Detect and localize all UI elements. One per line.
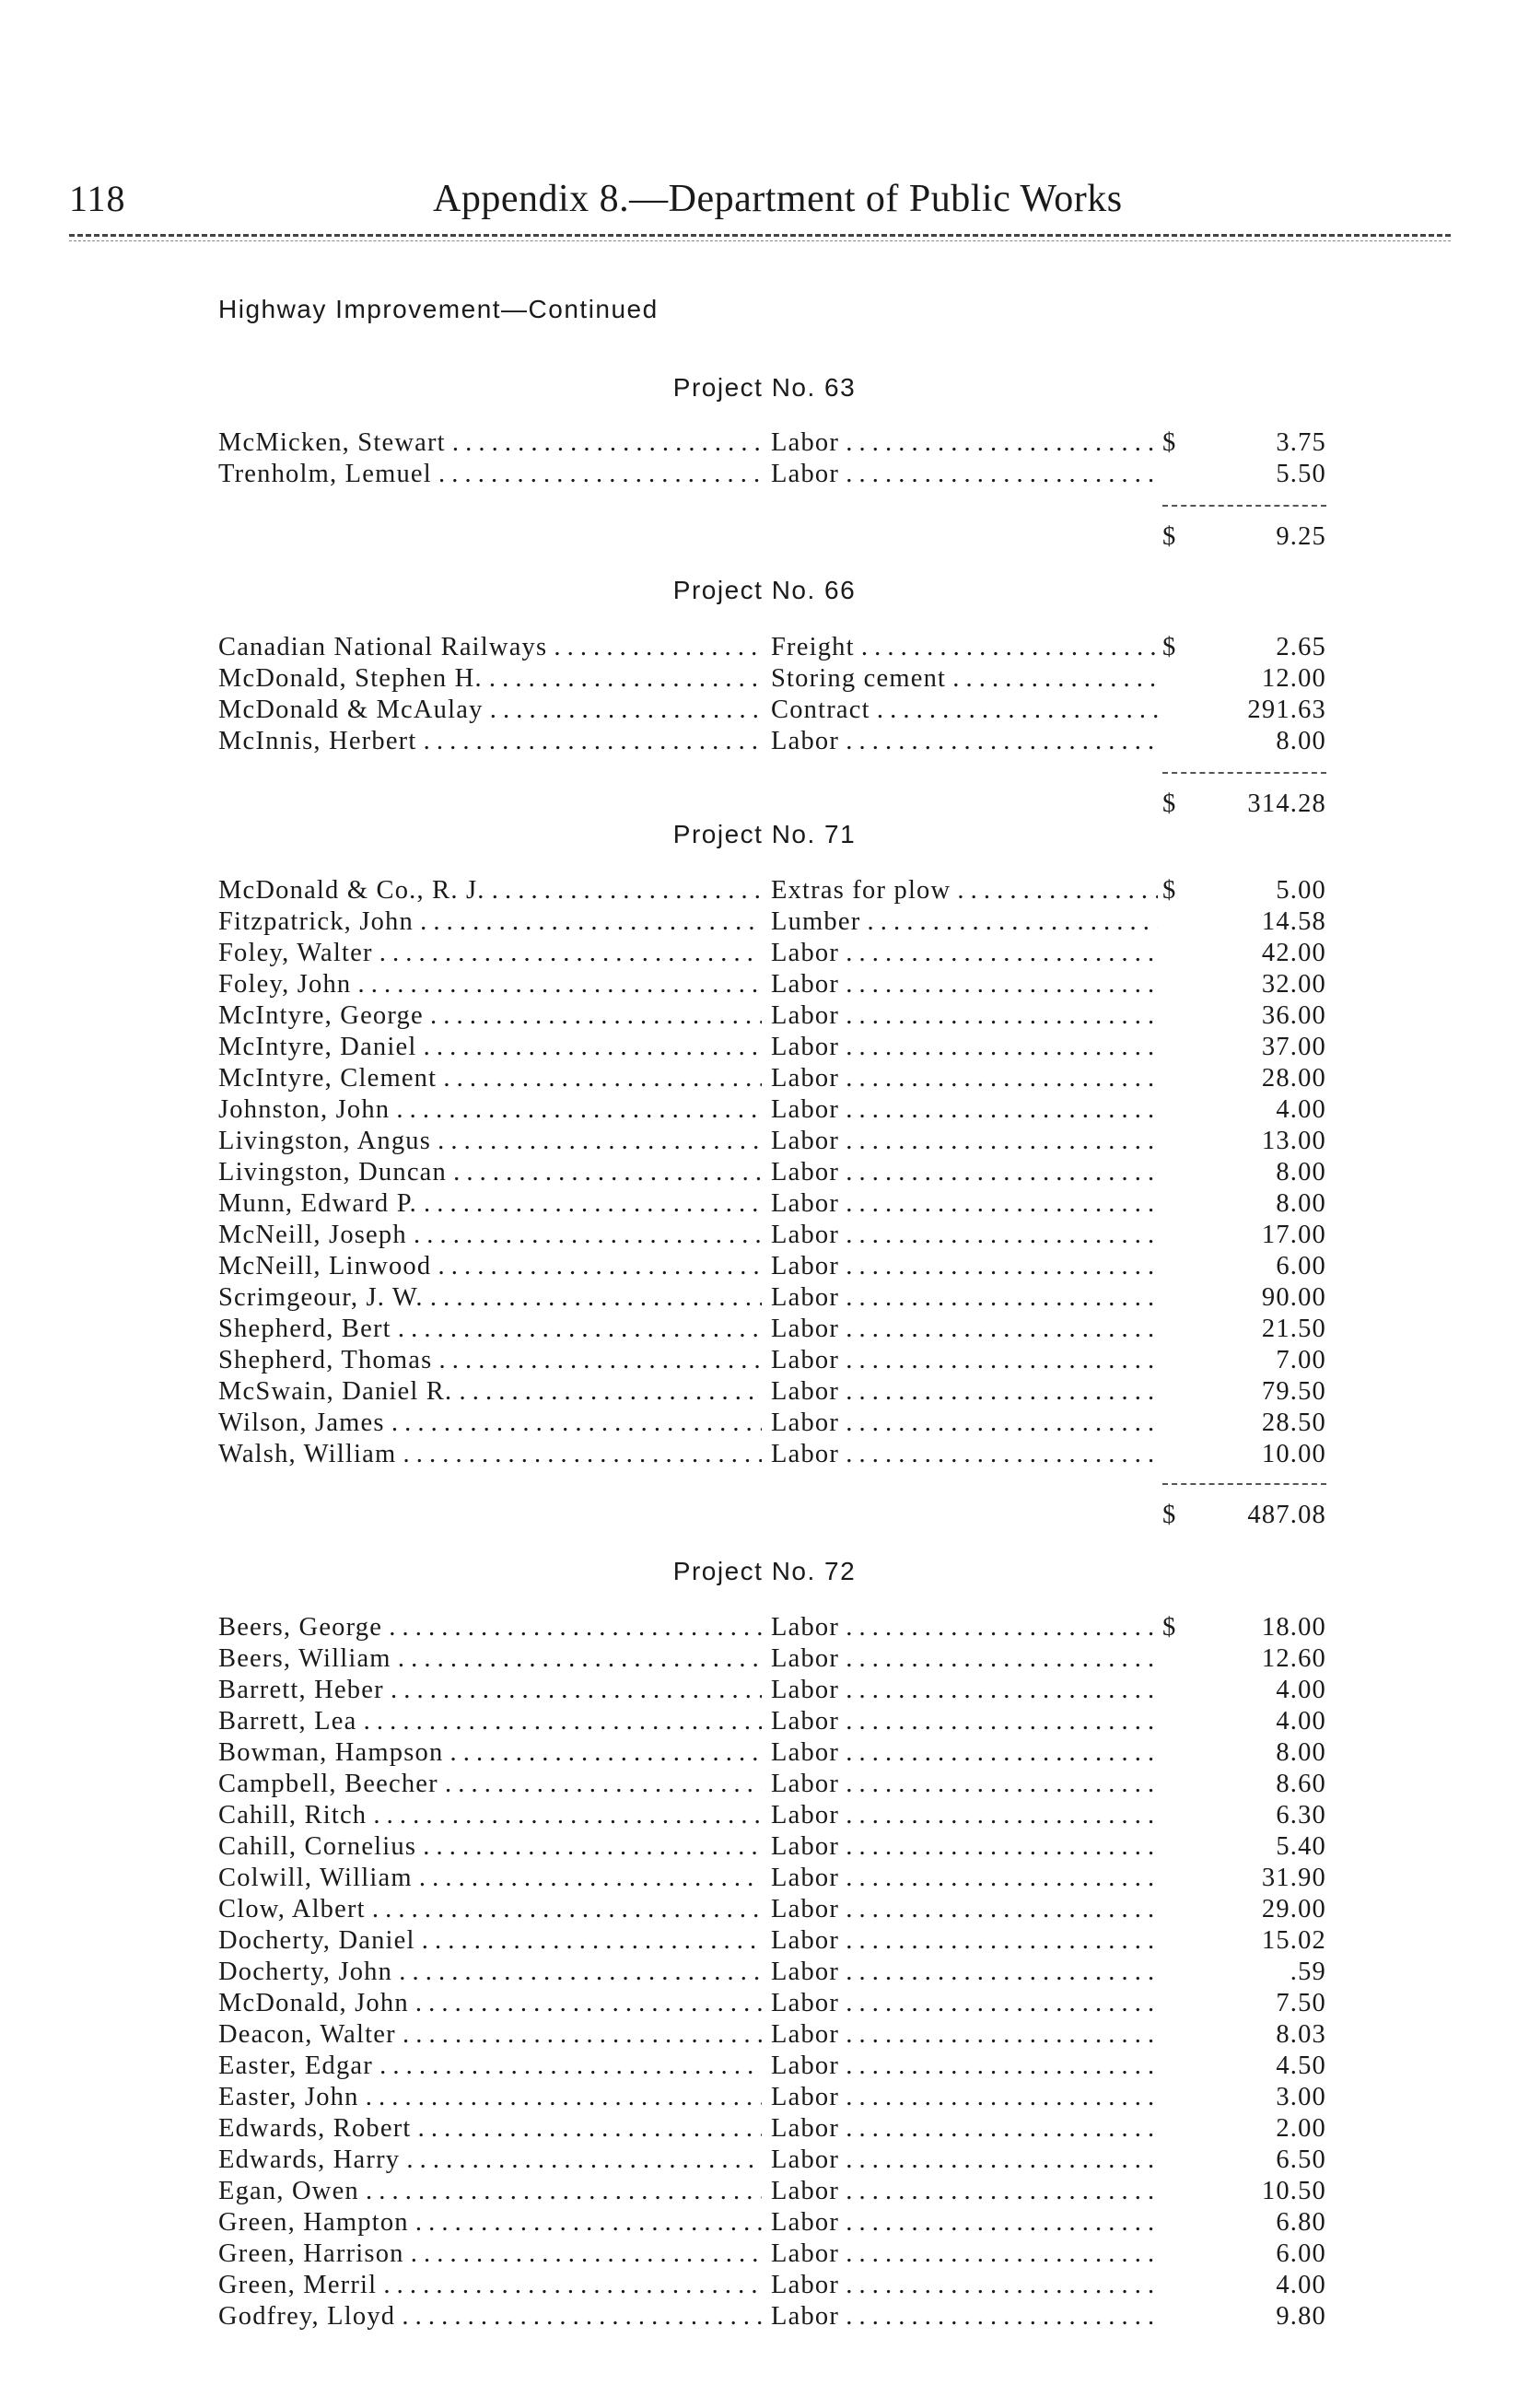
expense-item: Labor . . . bbox=[771, 2176, 1158, 2207]
amount: 8.00 bbox=[1276, 1158, 1326, 1186]
subtotal-rule bbox=[1162, 1483, 1326, 1485]
expense-item: Labor . . . bbox=[771, 2145, 1158, 2176]
payee-name: Clow, Albert . . . bbox=[218, 1894, 762, 1925]
payee-name: McIntyre, Clement . . . bbox=[218, 1063, 762, 1094]
payee-name: McMicken, Stewart . . . bbox=[218, 427, 762, 459]
ledger-row bbox=[0, 2082, 1529, 2113]
ledger-row bbox=[0, 1408, 1529, 1439]
expense-item: Labor . . . bbox=[771, 1643, 1158, 1675]
ledger-row bbox=[0, 663, 1529, 695]
payee-name: Green, Harrison . . . bbox=[218, 2239, 762, 2270]
payee-name: Godfrey, Lloyd . . . bbox=[218, 2301, 762, 2332]
project-title: Project No. 72 bbox=[672, 1557, 857, 1585]
amount: 10.00 bbox=[1261, 1440, 1326, 1468]
ledger-row bbox=[0, 1220, 1529, 1251]
payee-name: Colwill, William . . . bbox=[218, 1863, 762, 1894]
expense-item: Labor . . . bbox=[771, 1612, 1158, 1643]
payee-name: Foley, Walter . . . bbox=[218, 938, 762, 969]
amount: 12.60 bbox=[1261, 1644, 1326, 1673]
payee-name: Docherty, John . . . bbox=[218, 1957, 762, 1988]
project-title: Project No. 66 bbox=[672, 576, 857, 604]
payee-name: Trenholm, Lemuel . . . bbox=[218, 459, 762, 490]
payee-name: Easter, John . . . bbox=[218, 2082, 762, 2113]
expense-item: Labor . . . bbox=[771, 1863, 1158, 1894]
payee-name: McNeill, Joseph . . . bbox=[218, 1220, 762, 1251]
project-total-row bbox=[0, 521, 1529, 553]
expense-item: Labor . . . bbox=[771, 1220, 1158, 1251]
expense-item: Labor . . . bbox=[771, 1439, 1158, 1470]
ledger-row bbox=[0, 1612, 1529, 1643]
amount: 8.00 bbox=[1276, 1189, 1326, 1218]
ledger-row bbox=[0, 2207, 1529, 2239]
ledger-row bbox=[0, 1282, 1529, 1314]
ledger-row bbox=[0, 1032, 1529, 1063]
ledger-row bbox=[0, 2051, 1529, 2082]
amount: 79.50 bbox=[1261, 1377, 1326, 1406]
amount: 5.40 bbox=[1276, 1832, 1326, 1861]
ledger-row bbox=[0, 1126, 1529, 1157]
ledger-row bbox=[0, 1251, 1529, 1282]
payee-name: McInnis, Herbert . . . bbox=[218, 726, 762, 757]
payee-name: McDonald & McAulay . . . bbox=[218, 695, 762, 726]
dollar-sign: $ bbox=[1162, 428, 1177, 457]
payee-name: McIntyre, George . . . bbox=[218, 1000, 762, 1032]
amount: 3.00 bbox=[1276, 2083, 1326, 2111]
ledger-row bbox=[0, 1094, 1529, 1126]
payee-name: Barrett, Lea . . . bbox=[218, 1706, 762, 1737]
expense-item: Storing cement . . . bbox=[771, 663, 1158, 695]
ledger-row bbox=[0, 906, 1529, 938]
payee-name: Munn, Edward P. . . . bbox=[218, 1188, 762, 1220]
payee-name: Edwards, Harry . . . bbox=[218, 2145, 762, 2176]
expense-item: Lumber . . . bbox=[771, 906, 1158, 938]
expense-item: Labor . . . bbox=[771, 2051, 1158, 2082]
amount: 2.00 bbox=[1276, 2114, 1326, 2143]
amount: 7.50 bbox=[1276, 1989, 1326, 2017]
amount: 4.00 bbox=[1276, 1095, 1326, 1124]
ledger-row bbox=[0, 938, 1529, 969]
expense-item: Labor . . . bbox=[771, 1188, 1158, 1220]
payee-name: McNeill, Linwood . . . bbox=[218, 1251, 762, 1282]
ledger-row bbox=[0, 1000, 1529, 1032]
payee-name: Egan, Owen . . . bbox=[218, 2176, 762, 2207]
ledger-row bbox=[0, 1988, 1529, 2019]
payee-name: Livingston, Angus . . . bbox=[218, 1126, 762, 1157]
amount: 31.90 bbox=[1261, 1864, 1326, 1892]
ledger-row bbox=[0, 695, 1529, 726]
ledger-row bbox=[0, 726, 1529, 757]
expense-item: Labor . . . bbox=[771, 1957, 1158, 1988]
ledger-row bbox=[0, 1063, 1529, 1094]
dollar-sign: $ bbox=[1162, 633, 1177, 661]
expense-item: Labor . . . bbox=[771, 2082, 1158, 2113]
amount: 28.00 bbox=[1261, 1064, 1326, 1093]
expense-item: Labor . . . bbox=[771, 726, 1158, 757]
amount: 17.00 bbox=[1261, 1221, 1326, 1249]
amount: 13.00 bbox=[1261, 1127, 1326, 1155]
payee-name: Easter, Edgar . . . bbox=[218, 2051, 762, 2082]
amount: 291.63 bbox=[1247, 696, 1326, 724]
expense-item: Labor . . . bbox=[771, 1126, 1158, 1157]
payee-name: Docherty, Daniel . . . bbox=[218, 1925, 762, 1957]
expense-item: Labor . . . bbox=[771, 459, 1158, 490]
page-title: Appendix 8.—Department of Public Works bbox=[433, 178, 1123, 220]
project-total: 314.28 bbox=[1247, 789, 1326, 818]
expense-item: Labor . . . bbox=[771, 938, 1158, 969]
payee-name: Livingston, Duncan . . . bbox=[218, 1157, 762, 1188]
expense-item: Labor . . . bbox=[771, 2270, 1158, 2301]
payee-name: Wilson, James . . . bbox=[218, 1408, 762, 1439]
expense-item: Labor . . . bbox=[771, 1737, 1158, 1769]
payee-name: Barrett, Heber . . . bbox=[218, 1675, 762, 1706]
payee-name: Scrimgeour, J. W. . . . bbox=[218, 1282, 762, 1314]
ledger-row bbox=[0, 1376, 1529, 1408]
amount: 90.00 bbox=[1261, 1283, 1326, 1312]
ledger-row bbox=[0, 875, 1529, 906]
ledger-row bbox=[0, 1925, 1529, 1957]
dollar-sign: $ bbox=[1162, 1613, 1177, 1642]
payee-name: McIntyre, Daniel . . . bbox=[218, 1032, 762, 1063]
payee-name: Cahill, Ritch . . . bbox=[218, 1800, 762, 1831]
ledger-row bbox=[0, 1957, 1529, 1988]
amount: 37.00 bbox=[1261, 1033, 1326, 1061]
expense-item: Labor . . . bbox=[771, 1345, 1158, 1376]
ledger-row bbox=[0, 2270, 1529, 2301]
amount: 21.50 bbox=[1261, 1315, 1326, 1343]
project-total: 9.25 bbox=[1276, 522, 1326, 551]
amount: 14.58 bbox=[1261, 907, 1326, 936]
payee-name: Cahill, Cornelius . . . bbox=[218, 1831, 762, 1863]
amount: 8.00 bbox=[1276, 727, 1326, 755]
payee-name: Walsh, William . . . bbox=[218, 1439, 762, 1470]
amount: 42.00 bbox=[1261, 939, 1326, 967]
expense-item: Labor . . . bbox=[771, 1675, 1158, 1706]
amount: 4.00 bbox=[1276, 1707, 1326, 1736]
expense-item: Labor . . . bbox=[771, 1769, 1158, 1800]
expense-item: Labor . . . bbox=[771, 2019, 1158, 2051]
ledger-row bbox=[0, 1737, 1529, 1769]
expense-item: Labor . . . bbox=[771, 1251, 1158, 1282]
amount: 8.60 bbox=[1276, 1770, 1326, 1798]
amount: 4.50 bbox=[1276, 2051, 1326, 2080]
payee-name: Beers, George . . . bbox=[218, 1612, 762, 1643]
payee-name: Shepherd, Thomas . . . bbox=[218, 1345, 762, 1376]
ledger-row bbox=[0, 632, 1529, 663]
expense-item: Labor . . . bbox=[771, 1094, 1158, 1126]
expense-item: Labor . . . bbox=[771, 1000, 1158, 1032]
amount: 6.80 bbox=[1276, 2208, 1326, 2237]
amount: 5.50 bbox=[1276, 460, 1326, 488]
payee-name: Foley, John . . . bbox=[218, 969, 762, 1000]
payee-name: McDonald & Co., R. J. . . . bbox=[218, 875, 762, 906]
expense-item: Labor . . . bbox=[771, 1063, 1158, 1094]
amount: 2.65 bbox=[1276, 633, 1326, 661]
amount: 4.00 bbox=[1276, 1676, 1326, 1704]
amount: 12.00 bbox=[1261, 664, 1326, 693]
amount: 5.00 bbox=[1276, 876, 1326, 905]
ledger-row bbox=[0, 1800, 1529, 1831]
header-rule-thin bbox=[69, 240, 1451, 241]
expense-item: Labor . . . bbox=[771, 2207, 1158, 2239]
project-title: Project No. 63 bbox=[672, 373, 857, 402]
amount: 8.00 bbox=[1276, 1738, 1326, 1767]
payee-name: Shepherd, Bert . . . bbox=[218, 1314, 762, 1345]
payee-name: McSwain, Daniel R. . . . bbox=[218, 1376, 762, 1408]
expense-item: Labor . . . bbox=[771, 1157, 1158, 1188]
amount: 8.03 bbox=[1276, 2020, 1326, 2049]
payee-name: Bowman, Hampson . . . bbox=[218, 1737, 762, 1769]
expense-item: Contract . . . bbox=[771, 695, 1158, 726]
amount: 28.50 bbox=[1261, 1409, 1326, 1437]
ledger-row bbox=[0, 1157, 1529, 1188]
subtotal-rule bbox=[1162, 505, 1326, 507]
amount: 36.00 bbox=[1261, 1001, 1326, 1030]
amount: 9.80 bbox=[1276, 2302, 1326, 2331]
page-header bbox=[69, 177, 1451, 232]
payee-name: Green, Merril . . . bbox=[218, 2270, 762, 2301]
payee-name: Edwards, Robert . . . bbox=[218, 2113, 762, 2145]
expense-item: Labor . . . bbox=[771, 969, 1158, 1000]
ledger-row bbox=[0, 2239, 1529, 2270]
payee-name: Campbell, Beecher . . . bbox=[218, 1769, 762, 1800]
dollar-sign: $ bbox=[1162, 876, 1177, 905]
payee-name: Johnston, John . . . bbox=[218, 1094, 762, 1126]
section-heading: Highway Improvement—Continued bbox=[218, 295, 659, 323]
ledger-row bbox=[0, 1675, 1529, 1706]
ledger-row bbox=[0, 2301, 1529, 2332]
payee-name: Beers, William . . . bbox=[218, 1643, 762, 1675]
amount: 3.75 bbox=[1276, 428, 1326, 457]
total-dollar-sign: $ bbox=[1162, 789, 1177, 818]
expense-item: Labor . . . bbox=[771, 427, 1158, 459]
payee-name: McDonald, Stephen H. . . . bbox=[218, 663, 762, 695]
payee-name: Green, Hampton . . . bbox=[218, 2207, 762, 2239]
total-dollar-sign: $ bbox=[1162, 522, 1177, 551]
payee-name: Fitzpatrick, John . . . bbox=[218, 906, 762, 938]
ledger-row bbox=[0, 2145, 1529, 2176]
amount: 15.02 bbox=[1261, 1926, 1326, 1955]
amount: 29.00 bbox=[1261, 1895, 1326, 1923]
ledger-row bbox=[0, 1863, 1529, 1894]
ledger-row bbox=[0, 1894, 1529, 1925]
amount: .59 bbox=[1290, 1958, 1326, 1986]
ledger-row bbox=[0, 1643, 1529, 1675]
expense-item: Labor . . . bbox=[771, 1706, 1158, 1737]
payee-name: McDonald, John . . . bbox=[218, 1988, 762, 2019]
expense-item: Labor . . . bbox=[771, 1831, 1158, 1863]
page-number: 118 bbox=[69, 178, 126, 219]
amount: 4.00 bbox=[1276, 2271, 1326, 2299]
expense-item: Labor . . . bbox=[771, 1282, 1158, 1314]
payee-name: Deacon, Walter . . . bbox=[218, 2019, 762, 2051]
project-total-row bbox=[0, 1500, 1529, 1531]
ledger-row bbox=[0, 2113, 1529, 2145]
project-title: Project No. 71 bbox=[672, 820, 857, 848]
ledger-row bbox=[0, 969, 1529, 1000]
amount: 6.00 bbox=[1276, 1252, 1326, 1280]
expense-item: Labor . . . bbox=[771, 1988, 1158, 2019]
ledger-row bbox=[0, 2176, 1529, 2207]
expense-item: Labor . . . bbox=[771, 2301, 1158, 2332]
project-total: 487.08 bbox=[1247, 1501, 1326, 1529]
ledger-row bbox=[0, 1831, 1529, 1863]
ledger-row bbox=[0, 1439, 1529, 1470]
ledger-row bbox=[0, 2019, 1529, 2051]
ledger-row bbox=[0, 1769, 1529, 1800]
amount: 6.00 bbox=[1276, 2239, 1326, 2268]
ledger-row bbox=[0, 427, 1529, 459]
subtotal-rule bbox=[1162, 772, 1326, 774]
expense-item: Freight . . . bbox=[771, 632, 1158, 663]
project-total-row bbox=[0, 789, 1529, 820]
expense-item: Labor . . . bbox=[771, 2113, 1158, 2145]
amount: 7.00 bbox=[1276, 1346, 1326, 1374]
expense-item: Labor . . . bbox=[771, 2239, 1158, 2270]
expense-item: Labor . . . bbox=[771, 1376, 1158, 1408]
expense-item: Labor . . . bbox=[771, 1894, 1158, 1925]
expense-item: Extras for plow . . . bbox=[771, 875, 1158, 906]
amount: 10.50 bbox=[1261, 2177, 1326, 2205]
ledger-row bbox=[0, 459, 1529, 490]
ledger-row bbox=[0, 1706, 1529, 1737]
ledger-row bbox=[0, 1188, 1529, 1220]
expense-item: Labor . . . bbox=[771, 1800, 1158, 1831]
amount: 32.00 bbox=[1261, 970, 1326, 999]
amount: 18.00 bbox=[1261, 1613, 1326, 1642]
expense-item: Labor . . . bbox=[771, 1314, 1158, 1345]
expense-item: Labor . . . bbox=[771, 1032, 1158, 1063]
expense-item: Labor . . . bbox=[771, 1925, 1158, 1957]
amount: 6.50 bbox=[1276, 2145, 1326, 2174]
total-dollar-sign: $ bbox=[1162, 1501, 1177, 1529]
expense-item: Labor . . . bbox=[771, 1408, 1158, 1439]
payee-name: Canadian National Railways . . . bbox=[218, 632, 762, 663]
amount: 6.30 bbox=[1276, 1801, 1326, 1829]
ledger-row bbox=[0, 1314, 1529, 1345]
header-rule bbox=[69, 234, 1451, 237]
ledger-row bbox=[0, 1345, 1529, 1376]
